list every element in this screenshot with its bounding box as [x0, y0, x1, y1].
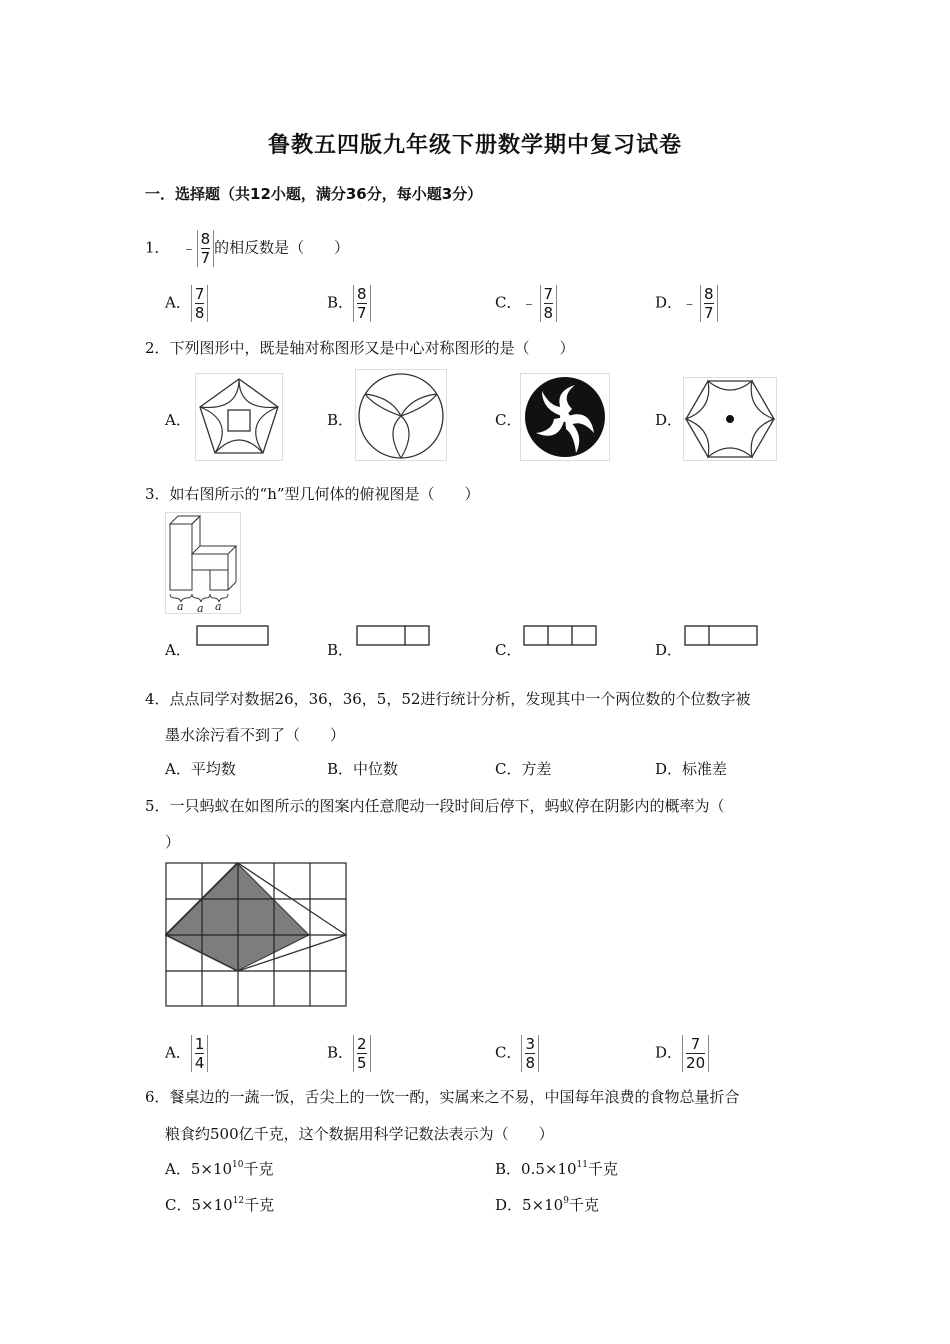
q2-option-a-label[interactable]: A． [165, 411, 191, 429]
q3-option-b-label[interactable]: B． [327, 641, 354, 659]
q2-figure-c[interactable] [520, 373, 610, 461]
q4-option-c[interactable]: C．方差 [495, 760, 552, 778]
q3-option-d-label[interactable]: D． [655, 641, 683, 659]
q1-option-c[interactable]: C．﹣ $\frac{7}{8}$ [495, 285, 557, 322]
q1-option-b[interactable]: B． $\frac{8}{7}$ [327, 285, 371, 322]
q4-option-d[interactable]: D．标准差 [655, 760, 728, 778]
section-heading: 一．选择题（共12小题，满分36分，每小题3分） [145, 185, 483, 203]
q5-option-c[interactable]: C． $\frac{3}{8}$ [495, 1035, 539, 1072]
question-3: 3．如右图所示的“h”型几何体的俯视图是（ ） [145, 485, 480, 503]
q2-option-d-label[interactable]: D． [655, 411, 683, 429]
q2-figure-a[interactable] [195, 373, 283, 461]
q3-figure-d[interactable] [684, 625, 760, 647]
dim-label: a [215, 600, 222, 613]
fraction: $\frac{8}{7}$ [197, 230, 215, 267]
q4-option-b[interactable]: B．中位数 [327, 760, 399, 778]
dim-label: a [197, 602, 204, 614]
q4-option-a[interactable]: A．平均数 [165, 760, 236, 778]
q6-option-a[interactable]: A．$5\times 10^{10}$千克 [165, 1160, 274, 1178]
question-1: 1． ﹣ $\frac{8}{7}$ 的相反数是（ ） [145, 230, 350, 267]
q3-figure-a[interactable] [196, 625, 270, 647]
q2-figure-b[interactable] [355, 369, 447, 461]
q6-option-b[interactable]: B．$0.5\times 10^{11}$千克 [495, 1160, 619, 1178]
question-4-line2: 墨水涂污看不到了（ ） [165, 726, 346, 744]
q3-figure-c[interactable] [523, 625, 599, 647]
q5-grid-figure [165, 862, 348, 1008]
q6-option-d[interactable]: D．$5\times 10^9$千克 [495, 1196, 599, 1214]
q2-figure-d[interactable] [683, 377, 777, 461]
q2-option-c-label[interactable]: C． [495, 411, 522, 429]
q2-option-b-label[interactable]: B． [327, 411, 354, 429]
page-title: 鲁教五四版九年级下册数学期中复习试卷 [267, 133, 682, 158]
q3-h-solid-figure [165, 512, 241, 614]
q1-option-d[interactable]: D．﹣ $\frac{8}{7}$ [655, 285, 718, 322]
q1-option-a[interactable]: A． $\frac{7}{8}$ [165, 285, 208, 322]
question-5-line2: ） [165, 833, 181, 851]
q5-option-b[interactable]: B． $\frac{2}{5}$ [327, 1035, 371, 1072]
question-4-line1: 4．点点同学对数据26，36，36，5，52进行统计分析，发现其中一个两位数的个位数字被 [145, 690, 751, 708]
q5-option-d[interactable]: D． $\frac{7}{20}$ [655, 1035, 709, 1072]
question-6-line2: 粮食约500亿千克，这个数据用科学记数法表示为（ ） [165, 1125, 554, 1143]
question-5-line1: 5．一只蚂蚁在如图所示的图案内任意爬动一段时间后停下，蚂蚁停在阴影内的概率为（ [145, 797, 725, 815]
dim-label: a [177, 600, 184, 613]
question-6-line1: 6．餐桌边的一蔬一饭，舌尖上的一饮一酌，实属来之不易，中国每年浪费的食物总量折合 [145, 1088, 740, 1106]
q3-figure-b[interactable] [356, 625, 432, 647]
q3-option-a-label[interactable]: A． [165, 641, 191, 659]
question-2: 2．下列图形中，既是轴对称图形又是中心对称图形的是（ ） [145, 339, 575, 357]
question-number: 1． [145, 238, 170, 257]
q6-option-c[interactable]: C．$5\times 10^{12}$千克 [165, 1196, 275, 1214]
q5-option-a[interactable]: A． $\frac{1}{4}$ [165, 1035, 208, 1072]
q3-option-c-label[interactable]: C． [495, 641, 522, 659]
